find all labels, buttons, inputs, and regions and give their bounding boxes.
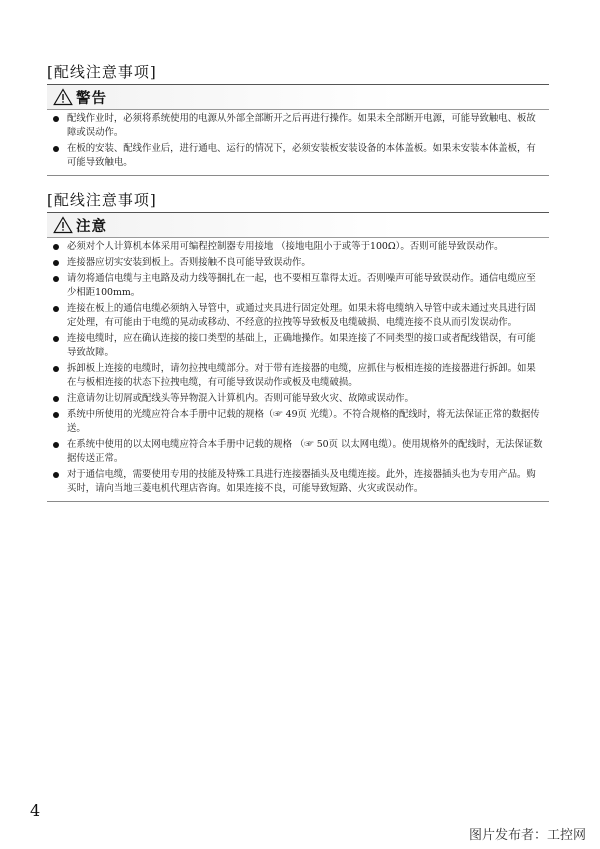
item-text: 配线作业时，必须将系统使用的电源从外部全部断开之后再进行操作。如果未全部断开电源，可能导致触电、板故障或误动作。 (67, 113, 536, 138)
bullet-dot-icon (53, 442, 59, 448)
bullet-dot-icon (53, 116, 59, 122)
item-text: 在板的安装、配线作业后，进行通电、运行的情况下，必须安装板安装设备的本体盖板。如果未安装本体盖板，有可能导致触电。 (67, 143, 536, 168)
list-item (47, 302, 549, 330)
item-text: 连接在板上的通信电缆必须纳入导管中，或通过夹具进行固定处理。如果未将电缆纳入导管中或未通过夹具进行固定处理，有可能由于电缆的晃动或移动、不经意的拉拽等导致板及电缆破损、电缆连接不良从而引发误动作。 (67, 303, 536, 328)
item-text: 系统中所使用的光缆应符合本手册中记载的规格（☞ 49页 光缆）。不符合规格的配线时，将无法保证正常的数据传送。 (67, 409, 540, 434)
list-item (47, 272, 549, 300)
bullet-dot-icon (53, 306, 59, 312)
item-text: 必须对个人计算机本体采用可编程控制器专用接地 （接地电阻小于或等于100Ω）。否则可能导致误动作。 (67, 241, 504, 252)
bullet-dot-icon (53, 412, 59, 418)
page-number: 4 (30, 801, 41, 820)
warning-label: 警告 (76, 89, 107, 107)
warning-box-header (47, 85, 549, 109)
caution-label: 注意 (76, 217, 107, 235)
list-item (47, 438, 549, 466)
section-wiring-precautions-caution (47, 190, 549, 502)
warning-triangle-icon (53, 216, 73, 234)
list-item (47, 112, 549, 140)
item-text: 注意请勿让切屑或配线头等异物混入计算机内。否则可能导致火灾、故障或误动作。 (67, 393, 414, 404)
list-item (47, 468, 549, 496)
caution-box-header (47, 213, 549, 237)
section-wiring-precautions-warning (47, 62, 549, 176)
bullet-dot-icon (53, 260, 59, 266)
item-text: 对于通信电缆，需要使用专用的技能及特殊工具进行连接器插头及电缆连接。此外，连接器插头也为专用产品。购买时，请向当地三菱电机代理店咨询。如果连接不良，可能导致短路、火灾或误动作。 (67, 469, 536, 494)
bullet-dot-icon (53, 396, 59, 402)
warning-triangle-icon (53, 88, 73, 106)
bullet-dot-icon (53, 336, 59, 342)
publisher-watermark: 图片发布者：工控网 (468, 828, 586, 843)
item-text: 在系统中使用的以太网电缆应符合本手册中记载的规格 （☞ 50页 以太网电缆）。使用规格外的配线时，无法保证数据传送正常。 (67, 439, 543, 464)
section-title: [配线注意事项] (47, 191, 157, 209)
list-item (47, 392, 549, 406)
item-text: 拆卸板上连接的电缆时，请勿拉拽电缆部分。对于带有连接器的电缆，应抓住与板相连接的连接器进行拆卸。如果在与板相连接的状态下拉拽电缆，有可能导致误动作或板及电缆破损。 (67, 363, 536, 388)
list-item (47, 142, 549, 170)
bullet-dot-icon (53, 472, 59, 478)
list-item (47, 362, 549, 390)
list-item (47, 256, 549, 270)
caution-items (47, 238, 549, 501)
item-text: 请勿将通信电缆与主电路及动力线等捆扎在一起，也不要相互靠得太近。否则噪声可能导致误动作。通信电缆应至少相距100mm。 (67, 273, 536, 298)
bullet-dot-icon (53, 146, 59, 152)
list-item (47, 332, 549, 360)
item-text: 连接电缆时，应在确认连接的接口类型的基础上，正确地操作。如果连接了不同类型的接口或者配线错误，有可能导致故障。 (67, 333, 536, 358)
list-item (47, 240, 549, 254)
bullet-dot-icon (53, 244, 59, 250)
box-bottom-rule (47, 501, 549, 502)
box-bottom-rule (47, 175, 549, 176)
item-text: 连接器应切实安装到板上。否则接触不良可能导致误动作。 (67, 257, 311, 268)
bullet-dot-icon (53, 276, 59, 282)
list-item (47, 408, 549, 436)
bullet-dot-icon (53, 366, 59, 372)
section-title: [配线注意事项] (47, 63, 157, 81)
warning-items (47, 110, 549, 175)
